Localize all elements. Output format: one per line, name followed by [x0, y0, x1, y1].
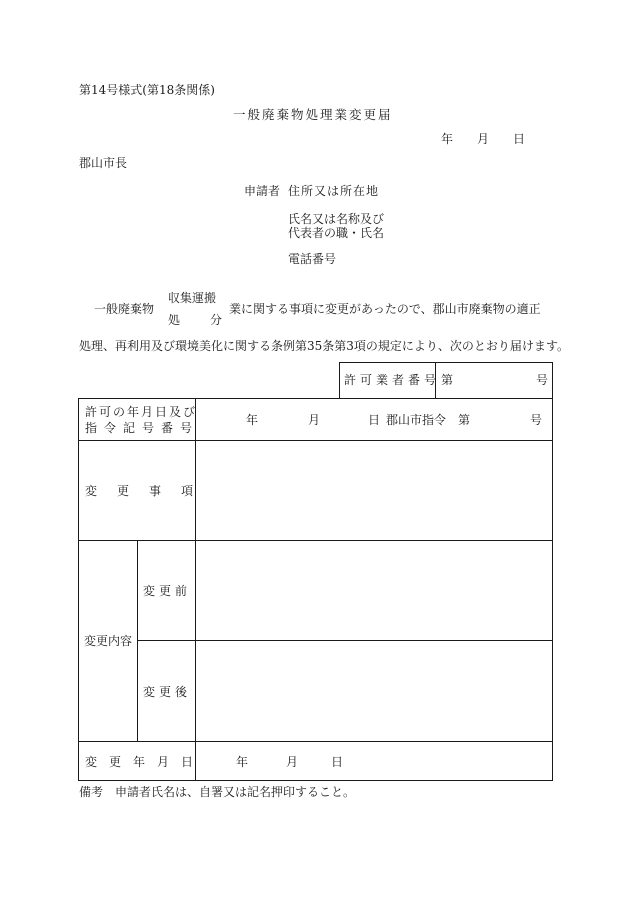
- date-day: 日: [513, 132, 526, 146]
- statement-line1: 業に関する事項に変更があったので、郡山市廃棄物の適正: [229, 302, 541, 316]
- addressee: 郡山市長: [79, 156, 128, 170]
- form-title: 一般廃棄物処理業変更届: [233, 107, 393, 122]
- permit-date-label-1: 許可の年月日及び: [85, 405, 198, 419]
- name-label-line1: 氏名又は名称及び: [288, 212, 385, 226]
- change-content-label: 変更内容: [84, 634, 133, 648]
- permit-number-label: 許可業者番号: [344, 373, 441, 387]
- option-disposal-1: 処: [168, 313, 181, 327]
- change-items-label: 変更事項: [85, 484, 214, 498]
- permit-month: 月: [308, 413, 321, 427]
- date-month: 月: [477, 132, 490, 146]
- option-disposal-2: 分: [210, 313, 223, 327]
- change-month: 月: [286, 755, 299, 769]
- before-label: 変更前: [143, 584, 192, 598]
- after-label: 変更後: [143, 685, 192, 699]
- directive-label: 郡山市指令: [386, 413, 447, 427]
- directive-dai: 第: [458, 413, 471, 427]
- phone-label: 電話番号: [288, 252, 337, 266]
- permit-year: 年: [246, 413, 259, 427]
- change-date-label: 変更年月日: [85, 755, 206, 769]
- permit-dai: 第: [441, 373, 454, 387]
- change-year: 年: [236, 755, 249, 769]
- option-collection: 収集運搬: [168, 291, 217, 305]
- permit-go: 号: [536, 373, 549, 387]
- applicant-label: 申請者: [244, 184, 281, 198]
- statement-line2: 処理、再利用及び環境美化に関する条例第35条第3項の規定により、次のとおり届けます。: [79, 339, 569, 353]
- change-day: 日: [331, 755, 344, 769]
- name-label-line2: 代表者の職・氏名: [288, 226, 385, 240]
- directive-go: 号: [530, 413, 543, 427]
- date-year: 年: [441, 132, 454, 146]
- form-number: 第14号様式(第18条関係): [79, 83, 215, 97]
- waste-category: 一般廃棄物: [94, 302, 155, 316]
- permit-date-label-2: 指令記号番号: [85, 421, 200, 435]
- address-label: 住所又は所在地: [288, 184, 380, 198]
- footer-note: 備考 申請者氏名は、自署又は記名押印すること。: [79, 785, 356, 799]
- permit-day: 日: [368, 413, 381, 427]
